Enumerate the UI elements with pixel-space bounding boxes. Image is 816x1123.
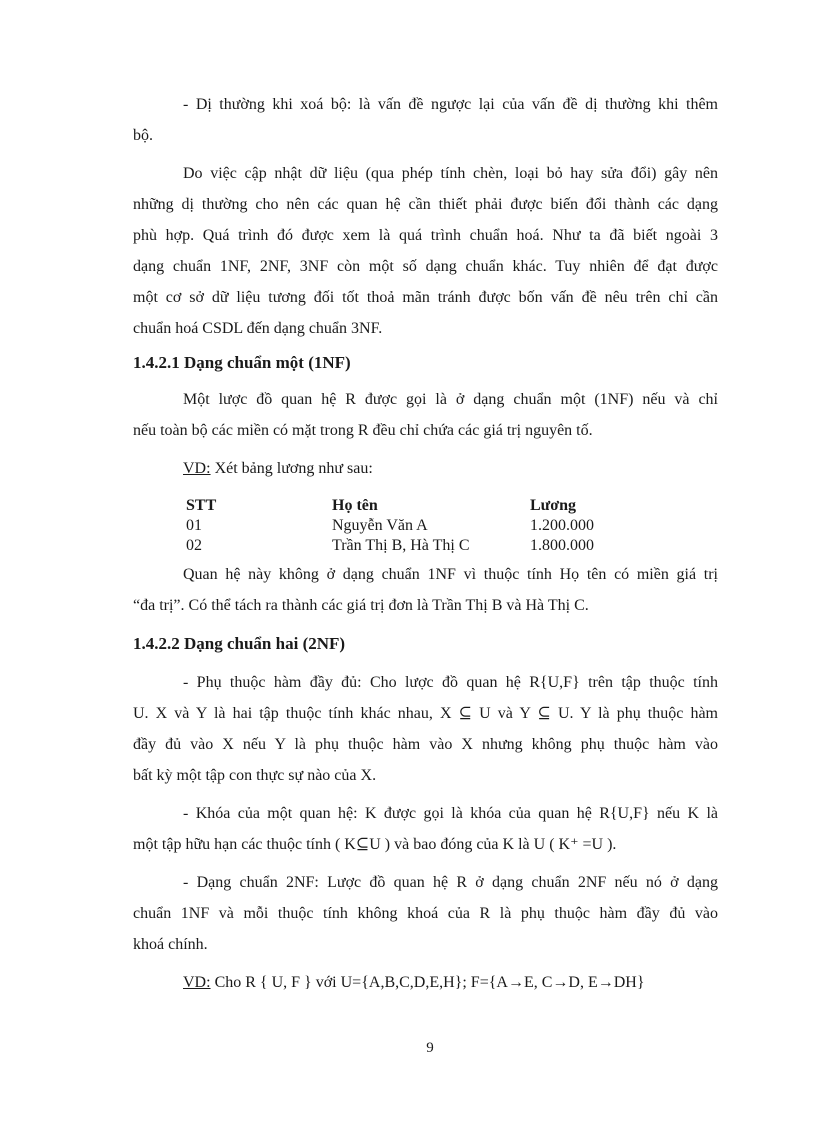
para-line: bất kỳ một tập con thực sự nào của X. <box>133 767 377 784</box>
para-line: - Phụ thuộc hàm đầy đủ: Cho lược đồ quan hệ R{U,F} trên tập thuộc tính <box>183 674 718 691</box>
page-number: 9 <box>426 1040 434 1056</box>
section-heading-1nf: 1.4.2.1 Dạng chuẩn một (1NF) <box>133 353 351 372</box>
table-cell: 1.200.000 <box>530 517 594 534</box>
para-line: - Khóa của một quan hệ: K được gọi là khóa của quan hệ R{U,F} nếu K là <box>183 805 718 822</box>
example-text: Xét bảng lương như sau: <box>210 460 373 477</box>
para-line: Quan hệ này không ở dạng chuẩn 1NF vì thuộc tính Họ tên có miền giá trị <box>183 566 718 583</box>
section-heading-2nf: 1.4.2.2 Dạng chuẩn hai (2NF) <box>133 634 346 653</box>
para-line: Một lược đồ quan hệ R được gọi là ở dạng chuẩn một (1NF) nếu và chỉ <box>183 391 718 408</box>
table-cell: Nguyễn Văn A <box>332 517 428 534</box>
para-line: nếu toàn bộ các miền có mặt trong R đều chỉ chứa các giá trị nguyên tố. <box>133 422 593 439</box>
table-header-salary: Lương <box>530 497 577 514</box>
para-line: U. X và Y là hai tập thuộc tính khác nhau, X ⊆ U và Y ⊆ U. Y là phụ thuộc hàm <box>133 705 718 722</box>
para-line: dạng chuẩn 1NF, 2NF, 3NF còn một số dạng chuẩn khác. Tuy nhiên để đạt được <box>133 258 718 275</box>
table-cell: 01 <box>186 517 202 534</box>
para-line: “đa trị”. Có thể tách ra thành các giá trị đơn là Trần Thị B và Hà Thị C. <box>133 597 589 614</box>
para-line: - Dạng chuẩn 2NF: Lược đồ quan hệ R ở dạng chuẩn 2NF nếu nó ở dạng <box>183 874 718 891</box>
para-line: Do việc cập nhật dữ liệu (qua phép tính chèn, loại bỏ hay sửa đổi) gây nên <box>183 165 718 182</box>
para-line: - Dị thường khi xoá bộ: là vấn đề ngược lại của vấn đề dị thường khi thêm <box>183 96 718 113</box>
para-line: chuẩn hoá CSDL đến dạng chuẩn 3NF. <box>133 320 383 337</box>
para-line: một tập hữu hạn các thuộc tính ( K⊆U ) và bao đóng của K là U ( K⁺ =U ). <box>133 836 617 853</box>
para-line: đầy đủ vào X nếu Y là phụ thuộc hàm vào X nhưng không phụ thuộc hàm vào <box>133 736 718 753</box>
para-line: một cơ sở dữ liệu tương đối tốt thoả mãn tránh được bốn vấn đề nêu trên chỉ cần <box>133 289 718 306</box>
example-line <box>183 973 645 993</box>
para-line: chuẩn 1NF và mỗi thuộc tính không khoá của R là phụ thuộc hàm đầy đủ vào <box>133 905 718 922</box>
para-line: phù hợp. Quá trình đó được xem là quá trình chuẩn hoá. Như ta đã biết ngoài 3 <box>133 227 718 244</box>
para-line: bộ. <box>133 127 153 144</box>
table-header-stt: STT <box>186 497 217 514</box>
table-cell: 1.800.000 <box>530 537 594 554</box>
table-cell: 02 <box>186 537 202 554</box>
example-label: VD: <box>183 974 211 991</box>
table-header-name: Họ tên <box>332 497 378 514</box>
para-line: những dị thường cho nên các quan hệ cần thiết phải được biến đổi thành các dạng <box>133 196 718 213</box>
table-cell: Trần Thị B, Hà Thị C <box>332 537 470 554</box>
example-line <box>183 459 373 479</box>
example-label: VD: <box>183 460 211 477</box>
para-line: khoá chính. <box>133 936 208 953</box>
example-text: Cho R { U, F } với U={A,B,C,D,E,H}; F={A→E, C→D, E→DH} <box>210 974 645 991</box>
